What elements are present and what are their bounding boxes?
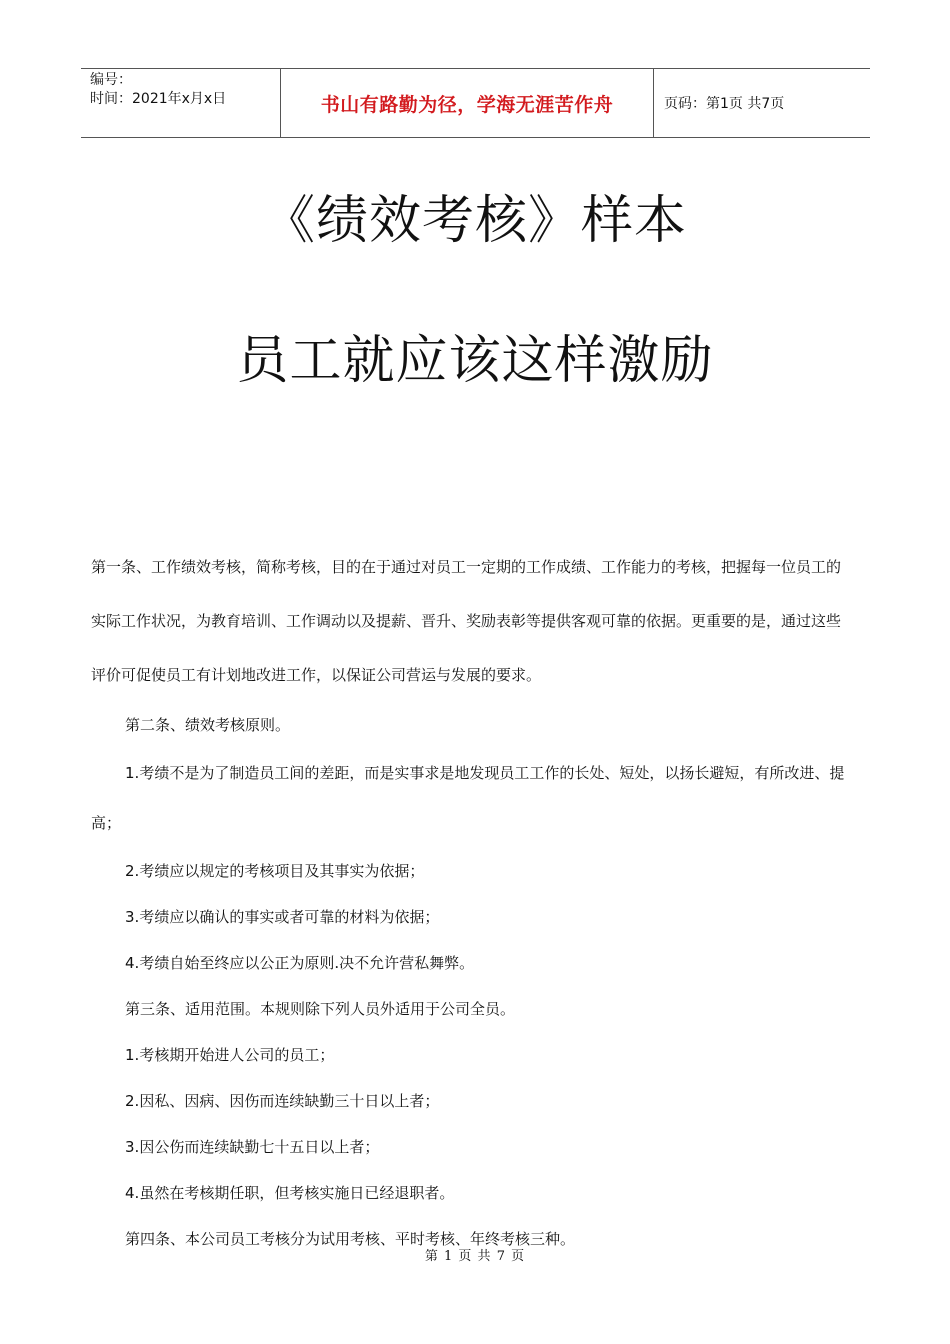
item-text: 虽然在考核期任职，但考核实施日已经退职者。 [139, 1184, 455, 1202]
document-subtitle: 员工就应该这样激励 [236, 331, 714, 391]
article-2-heading: 第二条、绩效考核原则。 [125, 716, 291, 734]
item-text: 考绩自始至终应以公正为原则.决不允许营私舞弊。 [139, 954, 475, 972]
header-motto-cell [281, 69, 654, 137]
article-3-item-4 [91, 1170, 851, 1216]
article-3-item-1 [91, 1032, 851, 1078]
article-2-item-4 [91, 940, 851, 986]
header-page-cell [654, 69, 870, 137]
item-number: 4. [125, 954, 140, 972]
article-3-heading: 第三条、适用范围。本规则除下列人员外适用于公司全员。 [125, 1000, 516, 1018]
item-number: 2. [125, 1092, 140, 1110]
article-2-item-1 [91, 748, 851, 848]
item-text: 因公伤而连续缺勤七十五日以上者； [139, 1138, 380, 1156]
article-3-item-2 [91, 1078, 851, 1124]
item-text: 考绩应以确认的事实或者可靠的材料为依据； [139, 908, 440, 926]
item-number: 2. [125, 862, 140, 880]
item-text: 考核期开始进人公司的员工； [139, 1046, 335, 1064]
item-text: 因私、因病、因伤而连续缺勤三十日以上者； [139, 1092, 440, 1110]
article-2-item-3 [91, 894, 851, 940]
article-4-heading: 第四条、本公司员工考核分为试用考核、平时考核、年终考核三种。 [125, 1230, 576, 1248]
item-text: 考绩不是为了制造员工间的差距，而是实事求是地发现员工工作的长处、短处，以扬长避短，有所改进、提高； [91, 764, 845, 832]
item-number: 1. [125, 1046, 140, 1064]
page-footer: 第 1 页 共 7 页 [424, 1249, 526, 1264]
document-body [91, 540, 851, 1262]
article-3-item-3 [91, 1124, 851, 1170]
item-number: 3. [125, 908, 140, 926]
article-1-paragraph: 第一条、工作绩效考核，简称考核，目的在于通过对员工一定期的工作成绩、工作能力的考核，把握每一位员工的实际工作状况，为教育培训、工作调动以及提薪、晋升、奖励表彰等提供客观可靠的依据。更重要的是，通过这些评价可促使员工有计划地改进工作，以保证公司营运与发展的要求。 [91, 558, 842, 684]
item-number: 1. [125, 764, 140, 782]
item-text: 考绩应以规定的考核项目及其事实为依据； [139, 862, 425, 880]
motto-text: 书山有路勤为径，学海无涯苦作舟 [320, 93, 614, 116]
item-number: 3. [125, 1138, 140, 1156]
item-number: 4. [125, 1184, 140, 1202]
page-info: 页码：第1页 共7页 [664, 96, 785, 112]
article-2-item-2 [91, 848, 851, 894]
header-meta-cell [81, 69, 281, 137]
document-header [81, 68, 870, 138]
number-label: 编号： [90, 72, 132, 88]
date-line: 时间：2021年x月x日 [90, 91, 227, 107]
document-title: 《绩效考核》样本 [262, 191, 687, 251]
